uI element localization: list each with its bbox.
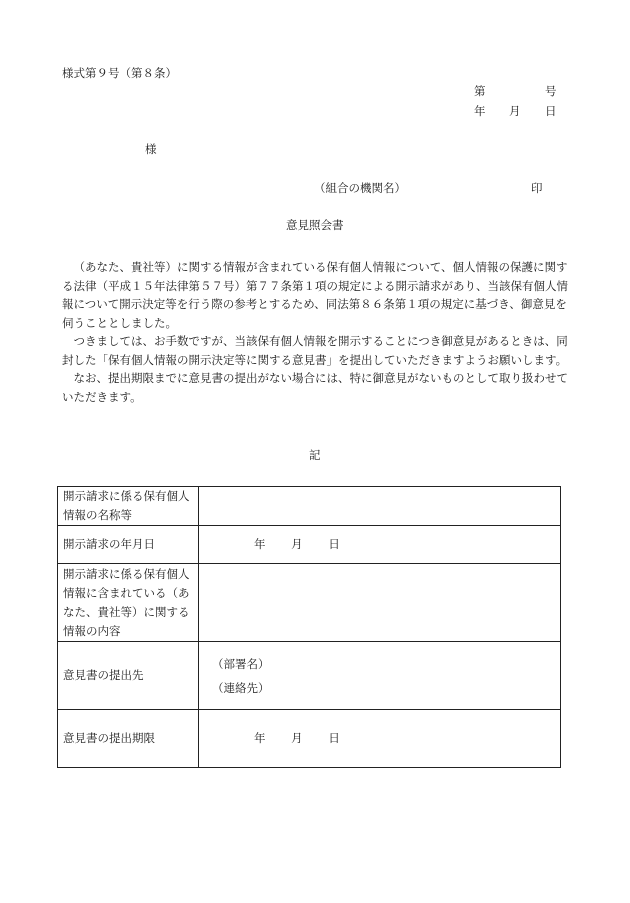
sender-organization: （組合の機関名） bbox=[314, 181, 406, 195]
deadline-month: 月 bbox=[291, 731, 303, 745]
body-text bbox=[62, 258, 570, 406]
body-paragraph-2: つきましては、お手数ですが、当該保有個人情報を開示することにつき御意見があるときは、同封した「保有個人情報の開示決定等に関する意見書」を提出していただきますようお願いします。 bbox=[62, 334, 568, 367]
deadline-day: 日 bbox=[328, 731, 340, 745]
doc-number-prefix: 第 bbox=[474, 84, 486, 98]
contact-field: （連絡先） bbox=[212, 680, 270, 695]
request-date-value bbox=[199, 526, 561, 564]
request-date-month: 月 bbox=[291, 537, 303, 551]
row-label-info-content: 開示請求に係る保有個人情報に含まれている（あなた、貴社等）に関する情報の内容 bbox=[58, 564, 199, 642]
document-title: 意見照会書 bbox=[286, 218, 344, 232]
submission-deadline-value bbox=[199, 710, 561, 768]
table-row bbox=[58, 526, 561, 564]
info-name-value bbox=[199, 487, 561, 526]
doc-date-year: 年 bbox=[474, 104, 486, 118]
submission-destination-value bbox=[199, 642, 561, 710]
doc-date-day: 日 bbox=[545, 104, 557, 118]
table-row bbox=[58, 564, 561, 642]
body-paragraph-1: （あなた、貴社等）に関する情報が含まれている保有個人情報について、個人情報の保護に関する法律（平成１５年法律第５７号）第７７条第１項の規定による開示請求があり、当該保有個人情報について開示決定等を行う際の参考とするため、同法第８６条第１項の規定に基づき、御意見を伺うこととしました。 bbox=[62, 260, 568, 330]
row-label-info-name: 開示請求に係る保有個人情報の名称等 bbox=[58, 487, 199, 526]
addressee-suffix: 様 bbox=[145, 142, 157, 156]
request-date-year: 年 bbox=[254, 537, 266, 551]
row-label-submission-deadline: 意見書の提出期限 bbox=[58, 710, 199, 768]
record-table bbox=[57, 486, 561, 768]
doc-date-month: 月 bbox=[509, 104, 521, 118]
table-row bbox=[58, 710, 561, 768]
seal-mark: 印 bbox=[531, 181, 543, 195]
info-content-value bbox=[199, 564, 561, 642]
record-heading: 記 bbox=[309, 448, 321, 462]
table-row bbox=[58, 642, 561, 710]
doc-number-suffix: 号 bbox=[545, 84, 557, 98]
body-paragraph-3: なお、提出期限までに意見書の提出がない場合には、特に御意見がないものとして取り扱わせていただきます。 bbox=[62, 371, 568, 404]
request-date-day: 日 bbox=[328, 537, 340, 551]
deadline-year: 年 bbox=[254, 731, 266, 745]
department-field: （部署名） bbox=[212, 656, 270, 671]
row-label-submission-destination: 意見書の提出先 bbox=[58, 642, 199, 710]
form-number: 様式第９号（第８条） bbox=[62, 66, 177, 80]
row-label-request-date: 開示請求の年月日 bbox=[58, 526, 199, 564]
table-row bbox=[58, 487, 561, 526]
